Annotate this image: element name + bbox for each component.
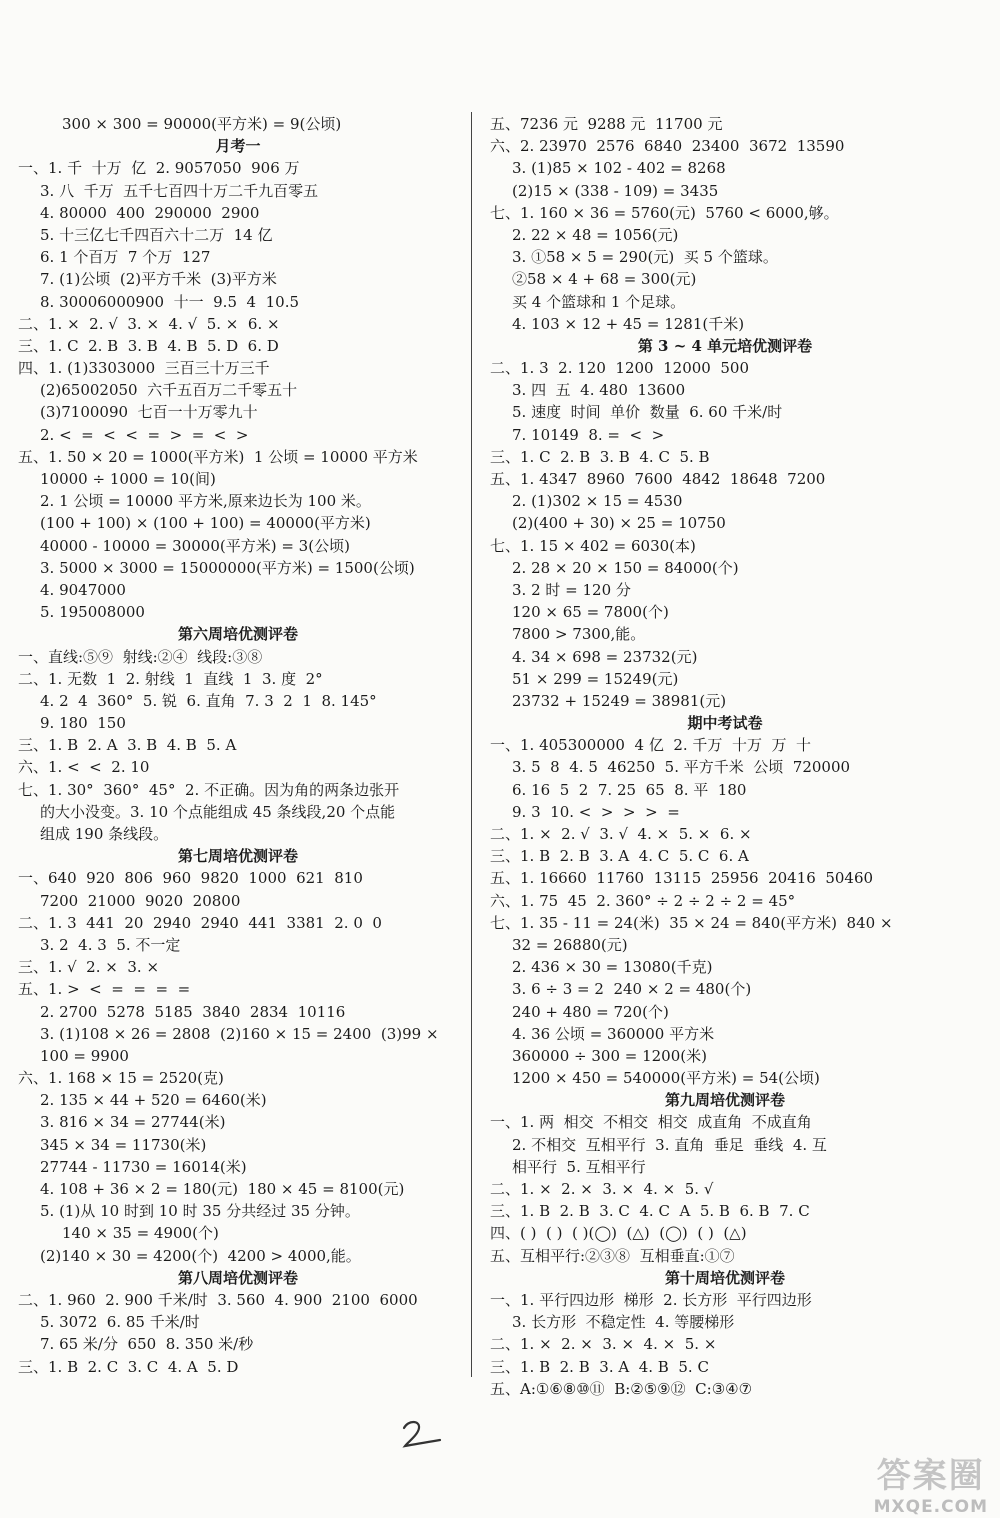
answer-line: 7. 10149 8. = < > bbox=[512, 425, 665, 444]
answer-line: 3. 6 ÷ 3 = 2 240 × 2 = 480(个) bbox=[512, 980, 752, 999]
answer-line: 6. 16 5 2 7. 25 65 8. 平 180 bbox=[512, 780, 747, 799]
answer-line: 相平行 5. 互相平行 bbox=[512, 1157, 646, 1176]
answer-line: 2. 不相交 互相平行 3. 直角 垂足 垂线 4. 互 bbox=[512, 1135, 827, 1154]
answer-line: 3. 八 千万 五千七百四十万二千九百零五 bbox=[40, 181, 319, 200]
answer-line: 120 × 65 = 7800(个) bbox=[512, 603, 669, 622]
answer-line: 5. 速度 时间 单价 数量 6. 60 千米/时 bbox=[512, 403, 783, 422]
answer-line: 一、直线:⑤⑨ 射线:②④ 线段:③⑧ bbox=[18, 647, 263, 666]
answer-line: 51 × 299 = 15249(元) bbox=[512, 669, 679, 688]
answer-line: 五、1. 16660 11760 13115 25956 20416 50460 bbox=[490, 869, 874, 888]
answer-line: 4. 80000 400 290000 2900 bbox=[40, 203, 260, 222]
answer-line: 一、1. 两 相交 不相交 相交 成直角 不成直角 bbox=[490, 1113, 812, 1132]
answer-line: 2. < = < < = > = < > bbox=[40, 425, 249, 444]
answer-line: 2. 22 × 48 = 1056(元) bbox=[512, 225, 679, 244]
answer-line: 3. 长方形 不稳定性 4. 等腰梯形 bbox=[512, 1313, 735, 1332]
answer-line: 一、1. 405300000 4 亿 2. 千万 十万 万 十 bbox=[490, 736, 812, 755]
answer-line: (3)7100090 七百一十万零九十 bbox=[40, 403, 258, 422]
answer-line: 二、1. 3 2. 120 1200 12000 500 bbox=[490, 359, 749, 378]
answer-line: ②58 × 4 + 68 = 300(元) bbox=[512, 270, 697, 289]
answer-line: 4. 9047000 bbox=[40, 580, 126, 599]
section-heading: 月考一 bbox=[215, 137, 261, 156]
answer-line: 二、1. × 2. √ 3. × 4. √ 5. × 6. × bbox=[18, 314, 280, 333]
answer-line: 三、1. B 2. B 3. A 4. B 5. C bbox=[490, 1357, 709, 1376]
answer-line: 六、2. 23970 2576 6840 23400 3672 13590 bbox=[490, 137, 845, 156]
answer-line: (2)15 × (338 - 109) = 3435 bbox=[512, 181, 719, 200]
answer-line: 四、( ) ( ) ( )(◯) (△) (◯) ( ) (△) bbox=[490, 1224, 747, 1243]
answer-line: 买 4 个篮球和 1 个足球。 bbox=[512, 292, 686, 311]
column-divider bbox=[471, 112, 472, 1377]
answer-line: 1200 × 450 = 540000(平方米) = 54(公顷) bbox=[512, 1069, 820, 1088]
answer-line: 3. 5 8 4. 5 46250 5. 平方千米 公顷 720000 bbox=[512, 758, 851, 777]
answer-line: 的大小没变。3. 10 个点能组成 45 条线段,20 个点能 bbox=[40, 802, 396, 821]
section-heading: 第十周培优测评卷 bbox=[664, 1268, 785, 1287]
answer-line: 4. 103 × 12 + 45 = 1281(千米) bbox=[512, 314, 745, 333]
answer-line: 8. 30006000900 十一 9.5 4 10.5 bbox=[40, 292, 299, 311]
answer-line: (2)140 × 30 = 4200(个) 4200 > 4000,能。 bbox=[40, 1246, 361, 1265]
answer-line: 2. (1)302 × 15 = 4530 bbox=[512, 492, 683, 511]
answer-line: 3. 四 五 4. 480 13600 bbox=[512, 381, 686, 400]
answer-line: 4. 2 4 360° 5. 锐 6. 直角 7. 3 2 1 8. 145° bbox=[40, 691, 377, 710]
answer-line: 五、1. 4347 8960 7600 4842 18648 7200 bbox=[490, 470, 826, 488]
answer-line: 五、1. 50 × 20 = 1000(平方米) 1 公顷 = 10000 平方米 bbox=[18, 447, 418, 466]
answer-line: 5. 十三亿七千四百六十二万 14 亿 bbox=[40, 225, 273, 244]
answer-line: 2. 2700 5278 5185 3840 2834 10116 bbox=[40, 1002, 346, 1021]
answer-line: 2. 28 × 20 × 150 = 84000(个) bbox=[512, 558, 739, 577]
answer-line: 二、1. 960 2. 900 千米/时 3. 560 4. 900 2100 6000 bbox=[18, 1290, 418, 1309]
answer-line: 3. 816 × 34 = 27744(米) bbox=[40, 1113, 226, 1132]
answer-line: 7800 > 7300,能。 bbox=[512, 625, 646, 644]
answer-line: 一、1. 千 十万 亿 2. 9057050 906 万 bbox=[18, 159, 300, 178]
right-answer-column bbox=[490, 113, 960, 1400]
answer-line: 二、1. × 2. × 3. × 4. × 5. √ bbox=[490, 1180, 714, 1198]
answer-line: 三、1. B 2. A 3. B 4. B 5. A bbox=[18, 736, 237, 755]
section-heading: 第 3 ~ 4 单元培优测评卷 bbox=[637, 336, 813, 355]
answer-line: 5. (1)从 10 时到 10 时 35 分共经过 35 分钟。 bbox=[40, 1202, 360, 1221]
answer-line: 3. (1)85 × 102 - 402 = 8268 bbox=[512, 159, 726, 178]
watermark bbox=[874, 1448, 988, 1517]
answer-line: 5. 195008000 bbox=[40, 603, 145, 622]
answer-line: 一、1. 平行四边形 梯形 2. 长方形 平行四边形 bbox=[490, 1290, 812, 1309]
answer-line: (2)(400 + 30) × 25 = 10750 bbox=[512, 514, 726, 533]
answer-line: 五、A:①⑥⑧⑩⑪ B:②⑤⑨⑫ C:③④⑦ bbox=[490, 1379, 753, 1398]
answer-line: (100 + 100) × (100 + 100) = 40000(平方米) bbox=[40, 514, 371, 533]
answer-line: 4. 108 + 36 × 2 = 180(元) 180 × 45 = 8100(元) bbox=[40, 1180, 405, 1198]
answer-line: 三、1. C 2. B 3. B 4. C 5. B bbox=[490, 447, 710, 466]
answer-line: 40000 - 10000 = 30000(平方米) = 3(公顷) bbox=[40, 536, 350, 555]
answer-line: 9. 180 150 bbox=[40, 714, 126, 733]
handwritten-page-number bbox=[398, 1418, 446, 1456]
left-answer-column bbox=[18, 113, 458, 1378]
answer-line: 3. ①58 × 5 = 290(元) 买 5 个篮球。 bbox=[512, 248, 778, 267]
answer-line: 七、1. 15 × 402 = 6030(本) bbox=[490, 536, 696, 555]
answer-line: 2. 135 × 44 + 520 = 6460(米) bbox=[40, 1091, 267, 1110]
answer-line: 360000 ÷ 300 = 1200(米) bbox=[512, 1046, 707, 1065]
watermark-url: MXQE.COM bbox=[873, 1497, 988, 1517]
answer-line: 二、1. 无数 1 2. 射线 1 直线 1 3. 度 2° bbox=[18, 669, 323, 688]
answer-line: 一、640 920 806 960 9820 1000 621 810 bbox=[18, 869, 363, 888]
section-heading: 第六周培优测评卷 bbox=[177, 625, 298, 644]
answer-line: 组成 190 条线段。 bbox=[40, 825, 169, 843]
answer-line: 七、1. 30° 360° 45° 2. 不正确。因为角的两条边张开 bbox=[18, 780, 400, 799]
answer-line: 三、1. B 2. B 3. A 4. C 5. C 6. A bbox=[490, 847, 749, 866]
answer-line: 3. (1)108 × 26 = 2808 (2)160 × 15 = 2400 (3)99 × bbox=[40, 1024, 439, 1043]
answer-line: 100 = 9900 bbox=[40, 1046, 129, 1065]
answer-line: (2)65002050 六千五百万二千零五十 bbox=[40, 381, 298, 400]
answer-line: 7. (1)公顷 (2)平方千米 (3)平方米 bbox=[40, 270, 277, 289]
answer-line: 10000 ÷ 1000 = 10(间) bbox=[40, 470, 216, 488]
answer-line: 3. 2 4. 3 5. 不一定 bbox=[40, 935, 181, 954]
section-heading: 期中考试卷 bbox=[687, 714, 763, 733]
answer-line: 二、1. 3 441 20 2940 2940 441 3381 2. 0 0 bbox=[18, 913, 382, 932]
answer-line: 五、1. > < = = = = bbox=[18, 980, 191, 999]
answer-line: 3. 2 时 = 120 分 bbox=[512, 580, 631, 599]
answer-line: 240 + 480 = 720(个) bbox=[512, 1002, 669, 1021]
answer-line: 三、1. B 2. B 3. C 4. C A 5. B 6. B 7. C bbox=[490, 1202, 810, 1221]
answer-line: 三、1. B 2. C 3. C 4. A 5. D bbox=[18, 1357, 239, 1376]
section-heading: 第七周培优测评卷 bbox=[177, 847, 298, 866]
answer-line: 2. 1 公顷 = 10000 平方米,原来边长为 100 米。 bbox=[40, 492, 371, 511]
answer-line: 二、1. × 2. × 3. × 4. × 5. × bbox=[490, 1335, 717, 1354]
answer-line: 7. 65 米/分 650 8. 350 米/秒 bbox=[40, 1335, 254, 1354]
answer-line: 6. 1 个百万 7 个万 127 bbox=[40, 248, 211, 267]
section-heading: 第九周培优测评卷 bbox=[664, 1091, 785, 1110]
watermark-logo: 答案圈 bbox=[876, 1456, 985, 1496]
answer-line: 5. 3072 6. 85 千米/时 bbox=[40, 1313, 200, 1332]
answer-line: 32 = 26880(元) bbox=[512, 935, 628, 954]
answer-line: 四、1. (1)3303000 三百三十万三千 bbox=[18, 359, 270, 378]
answer-line: 五、互相平行:②③⑧ 互相垂直:①⑦ bbox=[490, 1246, 735, 1265]
answer-line: 23732 + 15249 = 38981(元) bbox=[512, 691, 727, 710]
answer-line: 六、1. < < 2. 10 bbox=[18, 758, 150, 777]
answer-line: 六、1. 168 × 15 = 2520(克) bbox=[18, 1069, 224, 1088]
answer-line: 五、7236 元 9288 元 11700 元 bbox=[490, 115, 723, 133]
answer-line: 140 × 35 = 4900(个) bbox=[62, 1224, 219, 1243]
answer-line: 二、1. × 2. √ 3. √ 4. × 5. × 6. × bbox=[490, 825, 752, 843]
answer-line: 2. 436 × 30 = 13080(千克) bbox=[512, 958, 713, 977]
answer-line: 三、1. C 2. B 3. B 4. B 5. D 6. D bbox=[18, 336, 279, 355]
answer-line: 六、1. 75 45 2. 360° ÷ 2 ÷ 2 ÷ 2 = 45° bbox=[490, 891, 796, 910]
answer-line: 七、1. 35 - 11 = 24(米) 35 × 24 = 840(平方米) 840 × bbox=[490, 913, 893, 932]
answer-line: 27744 - 11730 = 16014(米) bbox=[40, 1157, 247, 1176]
answer-line: 300 × 300 = 90000(平方米) = 9(公顷) bbox=[62, 115, 342, 133]
answer-line: 9. 3 10. < > > > = bbox=[512, 802, 680, 821]
answer-line: 4. 34 × 698 = 23732(元) bbox=[512, 647, 698, 666]
answer-line: 345 × 34 = 11730(米) bbox=[40, 1135, 207, 1154]
answer-line: 4. 36 公顷 = 360000 平方米 bbox=[512, 1024, 715, 1043]
answer-line: 3. 5000 × 3000 = 15000000(平方米) = 1500(公顷) bbox=[40, 558, 415, 577]
answer-line: 7200 21000 9020 20800 bbox=[40, 891, 241, 910]
answer-line: 三、1. √ 2. × 3. × bbox=[18, 958, 160, 977]
section-heading: 第八周培优测评卷 bbox=[177, 1268, 298, 1287]
answer-line: 七、1. 160 × 36 = 5760(元) 5760 < 6000,够。 bbox=[490, 203, 839, 222]
